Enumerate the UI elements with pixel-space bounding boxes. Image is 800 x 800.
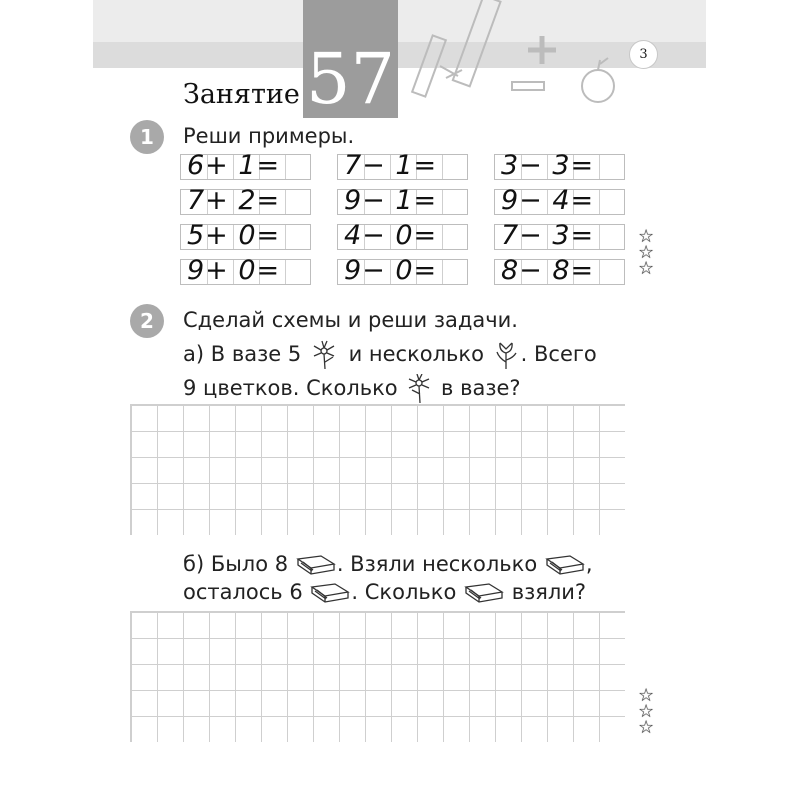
example-box[interactable] — [494, 150, 625, 181]
example-box[interactable] — [180, 185, 311, 216]
exercise-1-badge: 1 — [130, 120, 164, 154]
star-icon[interactable]: ☆ — [638, 258, 655, 279]
book-icon — [544, 554, 586, 576]
task-b-text: . Сколько — [351, 580, 457, 604]
example-box[interactable] — [494, 220, 625, 251]
task-b-text: взяли? — [511, 580, 587, 604]
task-a-text: и несколько — [348, 342, 484, 366]
star-icon[interactable]: ☆ — [638, 242, 655, 263]
example-box[interactable] — [494, 185, 625, 216]
star-icon[interactable]: ☆ — [638, 685, 655, 706]
task-b-line2 — [183, 578, 586, 606]
lesson-title: Занятие — [183, 79, 300, 110]
example-box[interactable] — [337, 185, 468, 216]
exercise-1-title: Реши примеры. — [183, 124, 355, 148]
book-icon — [309, 582, 351, 604]
flower-icon — [308, 340, 342, 370]
example-text: 7− 1= — [344, 150, 438, 181]
star-icon[interactable]: ☆ — [638, 701, 655, 722]
task-a-text: в вазе? — [441, 376, 521, 400]
example-box[interactable] — [337, 255, 468, 286]
exercise-2-stars — [638, 685, 658, 738]
task-b-text: осталось 6 — [183, 580, 303, 604]
example-text: 9− 0= — [344, 255, 438, 286]
task-b-text: . Взяли несколько — [336, 552, 538, 576]
task-b-line1 — [183, 550, 593, 578]
task-a-answer-grid[interactable] — [130, 404, 625, 535]
example-text: 9+ 0= — [187, 255, 281, 286]
exercise-2-badge: 2 — [130, 304, 164, 338]
book-icon — [463, 582, 505, 604]
task-b-answer-grid[interactable] — [130, 611, 625, 742]
school-supplies-decoration — [400, 0, 620, 110]
page-number: 3 — [629, 40, 658, 69]
task-a-text: . Всего — [520, 342, 597, 366]
example-box[interactable] — [494, 255, 625, 286]
task-a-text: а) В вазе 5 — [183, 342, 302, 366]
flower-icon — [404, 374, 434, 404]
task-a-line2 — [183, 374, 521, 404]
example-text: 9− 4= — [501, 185, 595, 216]
example-text: 6+ 1= — [187, 150, 281, 181]
example-box[interactable] — [180, 255, 311, 286]
example-text: 4− 0= — [344, 220, 438, 251]
example-text: 8− 8= — [501, 255, 595, 286]
example-text: 3− 3= — [501, 150, 595, 181]
lesson-number: 57 — [305, 38, 396, 120]
task-b-text: , — [585, 552, 593, 576]
task-b-text: б) Было 8 — [183, 552, 289, 576]
book-icon — [295, 554, 337, 576]
example-box[interactable] — [337, 220, 468, 251]
example-box[interactable] — [180, 150, 311, 181]
example-text: 5+ 0= — [187, 220, 281, 251]
tulip-icon — [491, 340, 521, 370]
exercise-1-stars — [638, 226, 658, 279]
exercise-2-title: Сделай схемы и реши задачи. — [183, 308, 518, 332]
task-a-line1 — [183, 340, 597, 370]
star-icon[interactable]: ☆ — [638, 717, 655, 738]
example-text: 7− 3= — [501, 220, 595, 251]
example-text: 7+ 2= — [187, 185, 281, 216]
example-box[interactable] — [337, 150, 468, 181]
example-text: 9− 1= — [344, 185, 438, 216]
task-a-text: 9 цветков. Сколько — [183, 376, 398, 400]
example-box[interactable] — [180, 220, 311, 251]
star-icon[interactable]: ☆ — [638, 226, 655, 247]
